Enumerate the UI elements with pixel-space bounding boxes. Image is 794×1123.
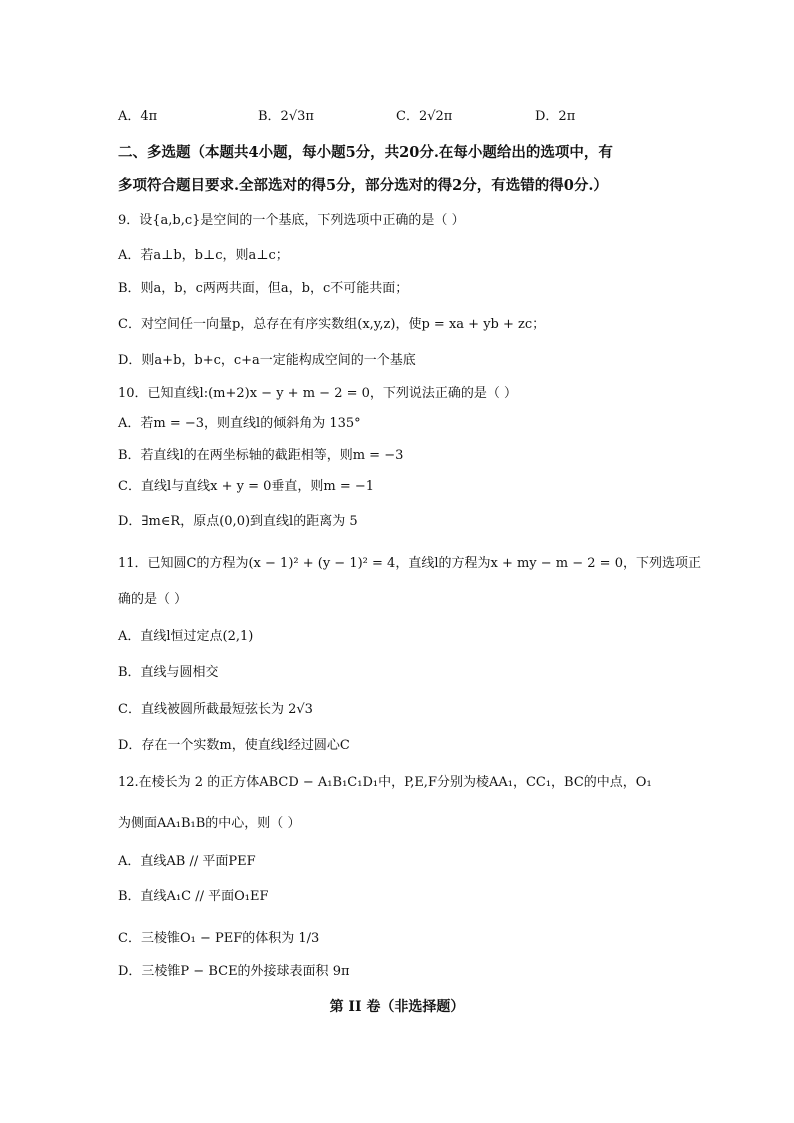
q12-option-b: B．直线A₁C // 平面O₁EF: [118, 889, 269, 904]
q11-option-c: C．直线被圆所截最短弦长为 2√3: [118, 702, 313, 717]
section2-heading-line2: 多项符合题目要求.全部选对的得5分，部分选对的得2分，有选错的得0分.）: [118, 177, 608, 194]
q10-stem: 10．已知直线l:(m+2)x − y + m − 2 = 0，下列说法正确的是（ ）: [118, 386, 518, 401]
q11-option-d: D．存在一个实数m，使直线l经过圆心C: [118, 738, 350, 753]
q10-option-b: B．若直线l的在两坐标轴的截距相等，则m = −3: [118, 448, 404, 463]
q12-option-c: C．三棱锥O₁ − PEF的体积为 1/3: [118, 931, 320, 946]
q10-option-a: A．若m = −3，则直线l的倾斜角为 135°: [118, 416, 361, 431]
q12-stem-line1: 12.在棱长为 2 的正方体ABCD − A₁B₁C₁D₁中，P,E,F分别为棱AA₁，CC₁，BC的中点，O₁: [118, 775, 652, 790]
q9-stem: 9．设{a,b,c}是空间的一个基底，下列选项中正确的是（ ）: [118, 213, 465, 228]
q10-option-c: C．直线l与直线x + y = 0垂直，则m = −1: [118, 479, 375, 494]
q8-option-d: D．2π: [535, 109, 576, 124]
q11-stem-line1: 11．已知圆C的方程为(x − 1)² + (y − 1)² = 4，直线l的方程为x + my − m − 2 = 0，下列选项正: [118, 556, 701, 571]
q9-option-d: D．则a+b，b+c，c+a一定能构成空间的一个基底: [118, 353, 416, 368]
part2-title: 第 II 卷（非选择题）: [329, 999, 465, 1015]
q9-option-b: B．则a，b，c两两共面，但a，b，c不可能共面；: [118, 281, 409, 296]
q11-option-b: B．直线与圆相交: [118, 665, 219, 680]
q12-option-a: A．直线AB // 平面PEF: [118, 854, 256, 869]
q8-option-c: C．2√2π: [396, 109, 453, 124]
q11-stem-line2: 确的是（ ）: [118, 592, 188, 607]
q12-stem-line2: 为侧面AA₁B₁B的中心，则（ ）: [118, 816, 301, 831]
q9-option-c: C．对空间任一向量p，总存在有序实数组(x,y,z)，使p = xa + yb + zc；: [118, 317, 546, 332]
q9-option-a: A．若a⊥b，b⊥c，则a⊥c；: [118, 248, 289, 263]
q8-option-b: B．2√3π: [258, 109, 314, 124]
q8-option-a: A．4π: [118, 109, 158, 124]
q11-option-a: A．直线l恒过定点(2,1): [118, 629, 254, 644]
q10-option-d: D．∃m∈R，原点(0,0)到直线l的距离为 5: [118, 514, 358, 529]
section2-heading-line1: 二、多选题（本题共4小题，每小题5分，共20分.在每小题给出的选项中，有: [118, 144, 613, 161]
q12-option-d: D．三棱锥P − BCE的外接球表面积 9π: [118, 964, 350, 979]
